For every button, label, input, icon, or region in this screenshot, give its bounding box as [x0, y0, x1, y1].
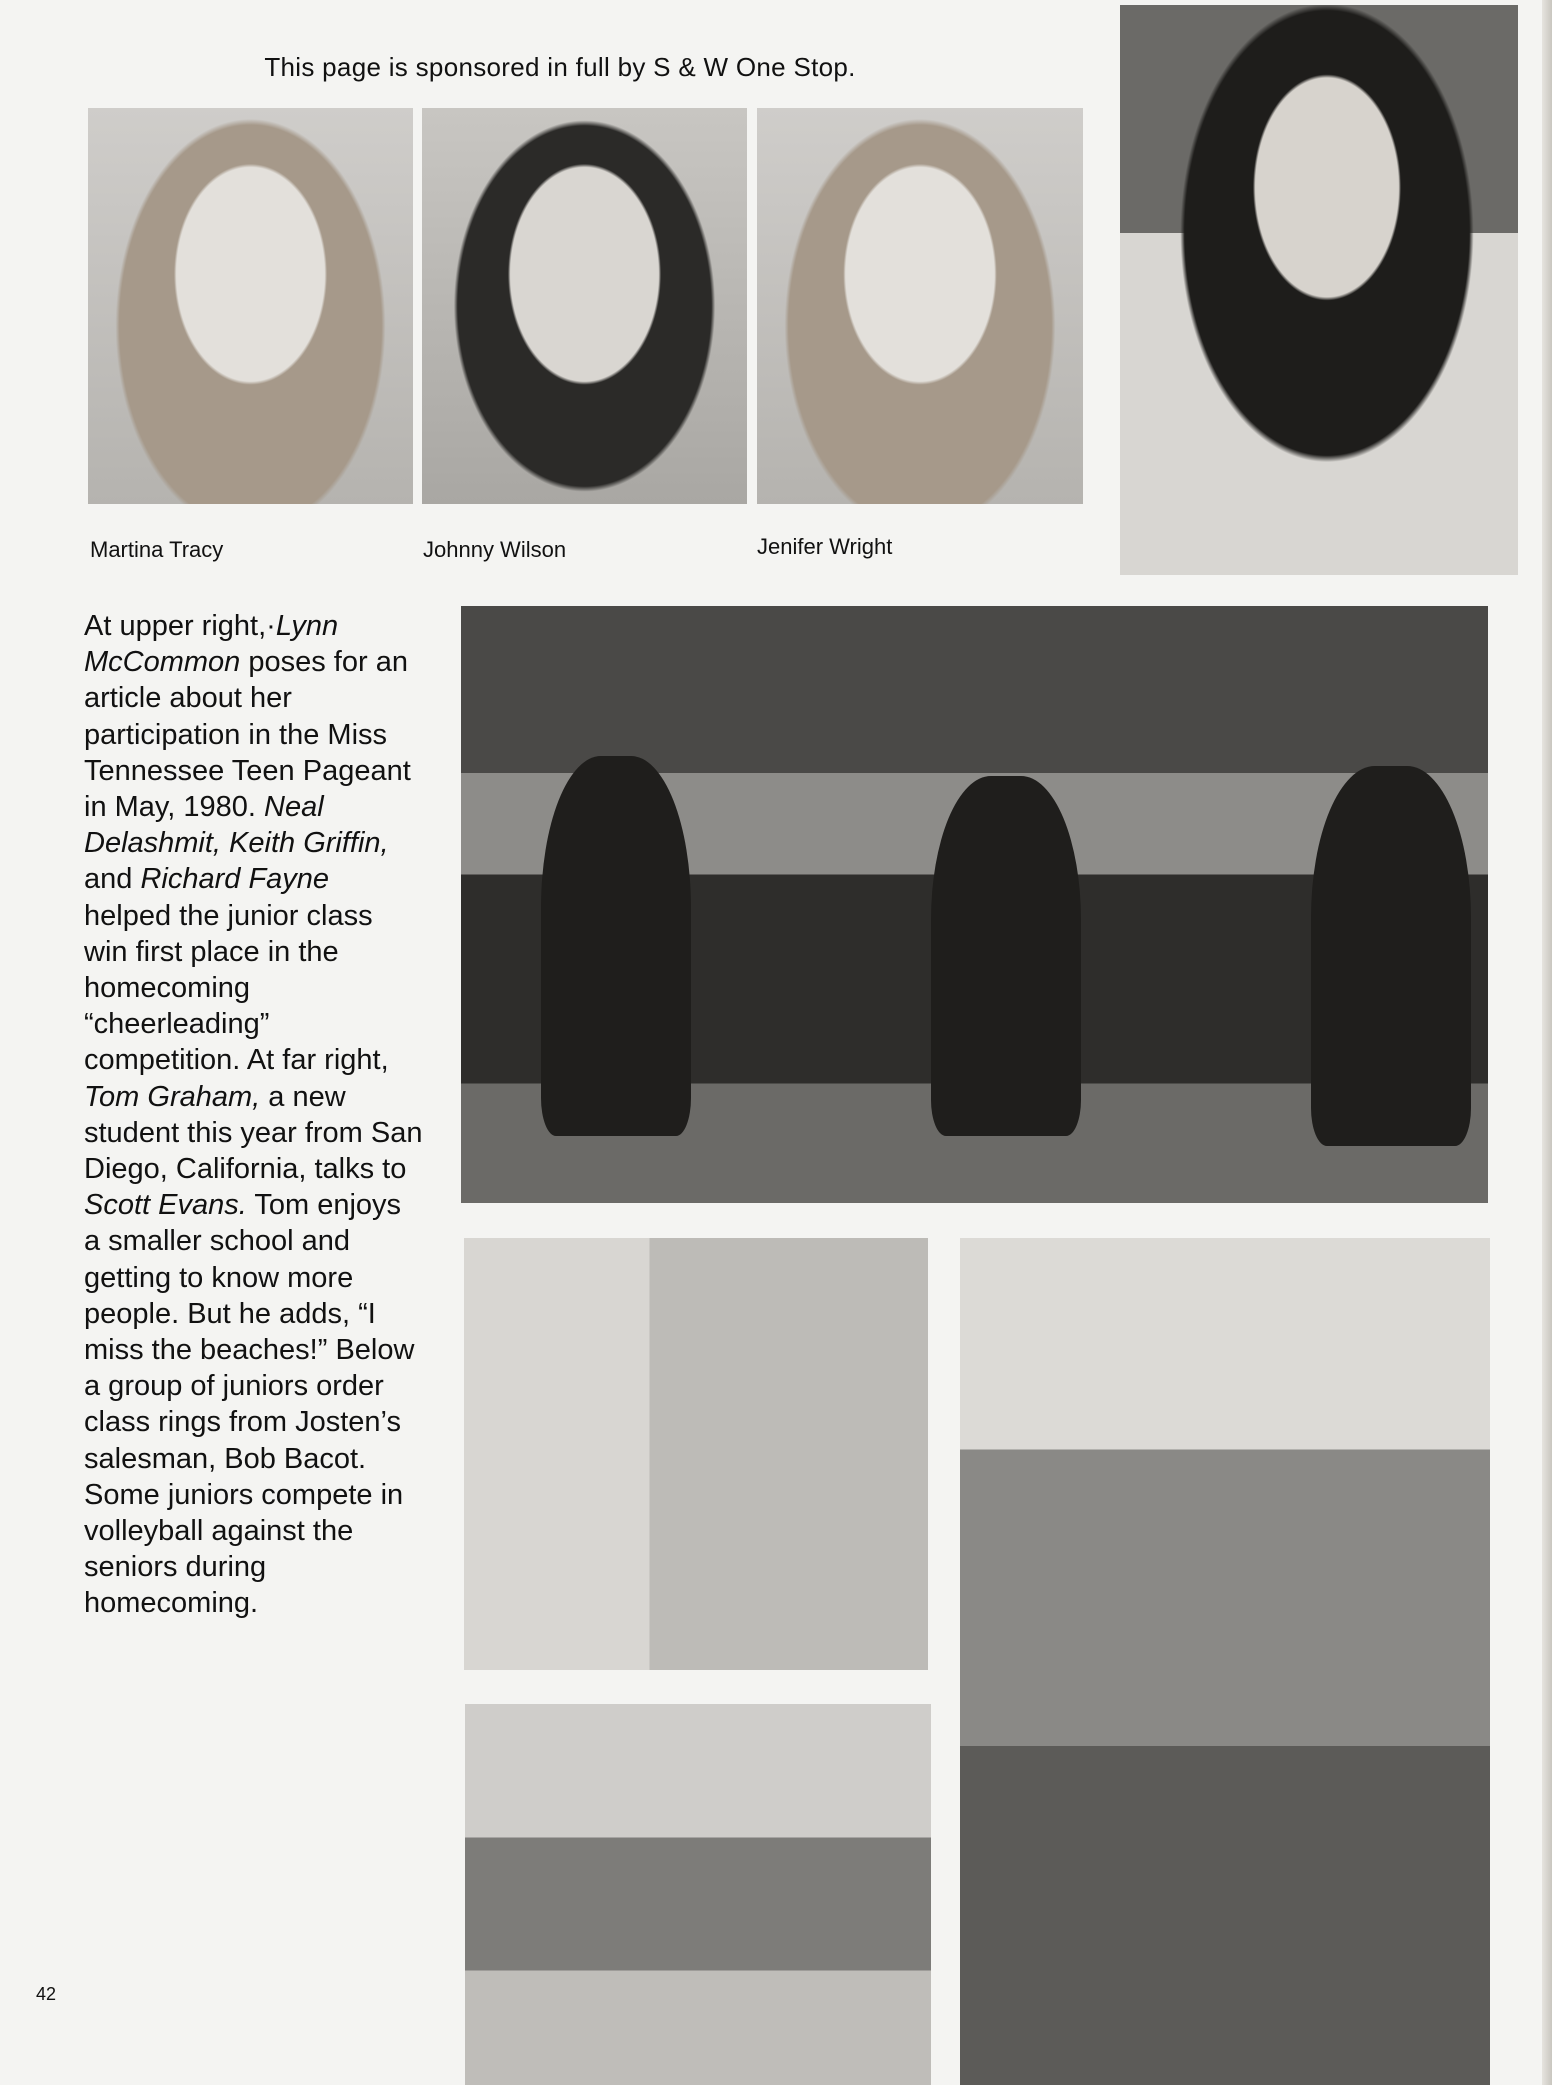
story-text-part: Tom enjoys a smaller school and getting to know more people. But he adds, “I miss the beaches!” Below a group of juniors order class rings from Josten’s salesman, Bob Bacot. Some juniors compete in volleyball against the seniors during homecoming.	[84, 1189, 415, 1620]
portrait-photo-johnny-wilson	[422, 108, 747, 504]
student-name: Scott Evans.	[84, 1189, 247, 1222]
portrait-name-johnny-wilson: Johnny Wilson	[423, 537, 567, 562]
story-text-part: helped the junior class win first place in the homecoming “cheerleading” competition. At far right,	[84, 899, 389, 1077]
student-name: Neal Delashmit, Keith Griffin,	[84, 791, 389, 860]
sponsor-line: This page is sponsored in full by S & W One Stop.	[264, 52, 856, 82]
class-rings-photo	[464, 1238, 928, 1670]
story-text-part: poses for an article about her participation in the Miss Tennessee Teen Pageant in May, 1980.	[84, 646, 411, 824]
tom-graham-scott-evans-photo	[960, 1238, 1490, 2085]
portrait-name-martina-tracy: Martina Tracy	[90, 537, 224, 562]
page-edge	[1542, 0, 1552, 2085]
student-name: Richard Fayne	[140, 863, 330, 896]
cheerleader-figure	[1311, 766, 1471, 1146]
cheerleader-figure	[931, 776, 1081, 1136]
cheerleader-figure	[541, 756, 691, 1136]
story-text	[84, 608, 424, 1622]
story-text-part: and	[84, 863, 141, 896]
story-text-part: a new student this year from San Diego, California, talks to	[84, 1080, 423, 1186]
volleyball-photo	[465, 1704, 931, 2085]
lynn-mccommon-photo	[1120, 5, 1518, 575]
story-text-part: At upper right,·	[84, 610, 276, 642]
student-name: Tom Graham,	[84, 1080, 261, 1113]
cheerleading-photo	[461, 606, 1488, 1203]
student-name: Lynn McCommon	[84, 610, 339, 679]
portrait-name-jenifer-wright: Jenifer Wright	[757, 534, 893, 559]
page-number: 42	[36, 1984, 57, 2004]
portrait-photo-jenifer-wright	[757, 108, 1083, 504]
portrait-photo-martina-tracy	[88, 108, 413, 504]
